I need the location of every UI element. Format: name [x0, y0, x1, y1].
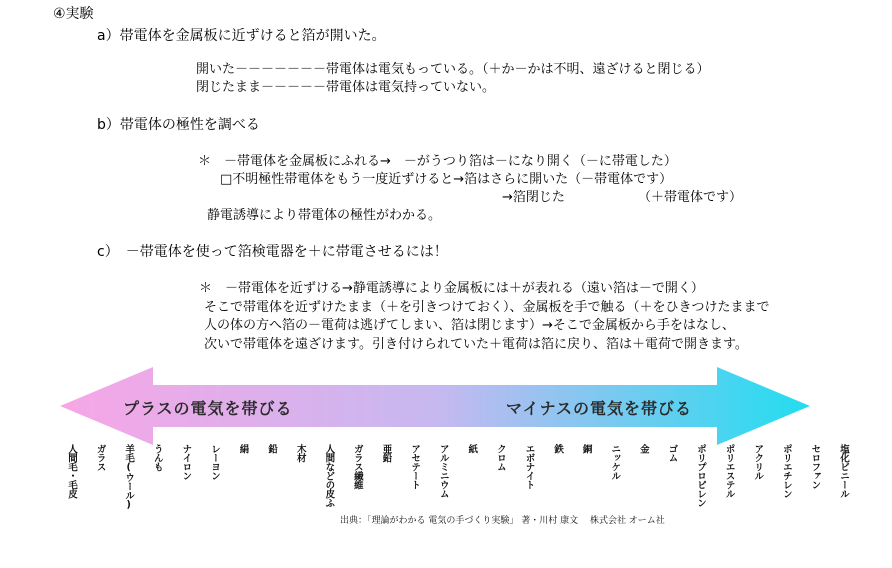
series-item: 鉛 — [266, 444, 278, 453]
section-b-line-3a: →箔閉じた — [502, 190, 565, 205]
section-a-line-1: 開いた－－－－－－－帯電体は電気もっている。（＋か－かは不明、遠ざけると閉じる） — [196, 62, 710, 77]
series-item: 羊毛(ウール) — [123, 444, 135, 510]
series-item: 木材 — [294, 444, 306, 462]
series-item: 亜鉛 — [380, 444, 392, 462]
section-c-heading: c） －帯電体を使って箔検電器を＋に帯電させるには！ — [97, 244, 448, 260]
series-item: 銅 — [580, 444, 592, 453]
section-c-line-3: 人の体の方へ箔の－電荷は逃げてしまい、箔は閉じます）→そこで金属板から手をはなし、 — [204, 318, 735, 333]
section-title: ④実験 — [53, 6, 94, 22]
series-item: アルミニウム — [437, 444, 449, 498]
series-item: アクリル — [752, 444, 764, 480]
plus-charge-label: プラスの電気を帯びる — [123, 399, 293, 418]
section-a-heading: a）帯電体を金属板に近ずけると箔が開いた。 — [97, 28, 386, 44]
series-item: ガラス — [94, 444, 106, 471]
series-item: ポリプロピレン — [695, 444, 707, 507]
series-item: うんも — [151, 444, 163, 471]
series-item: ゴム — [666, 444, 678, 462]
series-item: 人間などの皮ふ — [323, 444, 335, 507]
source-credit: 出典：「理論がわかる 電気の手づくり実験」 著・川村 康文 株式会社 オーム社 — [340, 516, 665, 526]
minus-charge-label: マイナスの電気を帯びる — [506, 399, 693, 418]
series-item: ポリエチレン — [780, 444, 792, 498]
series-item: セロファン — [809, 444, 821, 489]
section-a-line-2: 閉じたまま－－－－－帯電体は電気持っていない。 — [196, 80, 496, 95]
series-item: アセテート — [409, 444, 421, 489]
series-item: ナイロン — [180, 444, 192, 480]
series-item: 絹 — [237, 444, 249, 453]
series-item: 塩化ビニール — [838, 444, 849, 498]
series-item: 金 — [637, 444, 649, 453]
series-item: ニッケル — [609, 444, 621, 480]
section-b-line-2: □不明極性帯電体をもう一度近ずけると→箔はさらに開いた（－帯電体です） — [220, 172, 673, 187]
series-item: 紙 — [466, 444, 478, 453]
section-c-line-2: そこで帯電体を近ずけたまま（＋を引きつけておく）、金属板を手で触る（＋をひきつけたままで — [204, 300, 770, 315]
section-b-line-3b: （＋帯電体です） — [638, 190, 743, 205]
series-item: 鉄 — [552, 444, 564, 453]
section-c-line-4: 次いで帯電体を遠ざけます。引き付けられていた＋電荷は箔に戻り、箔は＋電荷で開きます。 — [204, 337, 748, 352]
series-item: ポリエステル — [723, 444, 735, 498]
series-item: クロム — [494, 444, 506, 471]
series-item: レーヨン — [208, 444, 220, 480]
series-item: 人間毛・毛皮 — [66, 444, 77, 498]
section-b-heading: b）帯電体の極性を調べる — [97, 117, 260, 133]
series-item: エボナイト — [523, 444, 535, 489]
section-b-line-1: ＊ －帯電体を金属板にふれる→ －がうつり箔は－になり開く（－に帯電した） — [198, 154, 677, 169]
section-c-line-1: ＊ －帯電体を近ずける→静電誘導により金属板には＋が表れる（遠い箔は－で開く） — [199, 281, 704, 296]
series-item: ガラス繊維 — [351, 444, 363, 489]
section-b-line-4: 静電誘導により帯電体の極性がわかる。 — [207, 208, 442, 223]
